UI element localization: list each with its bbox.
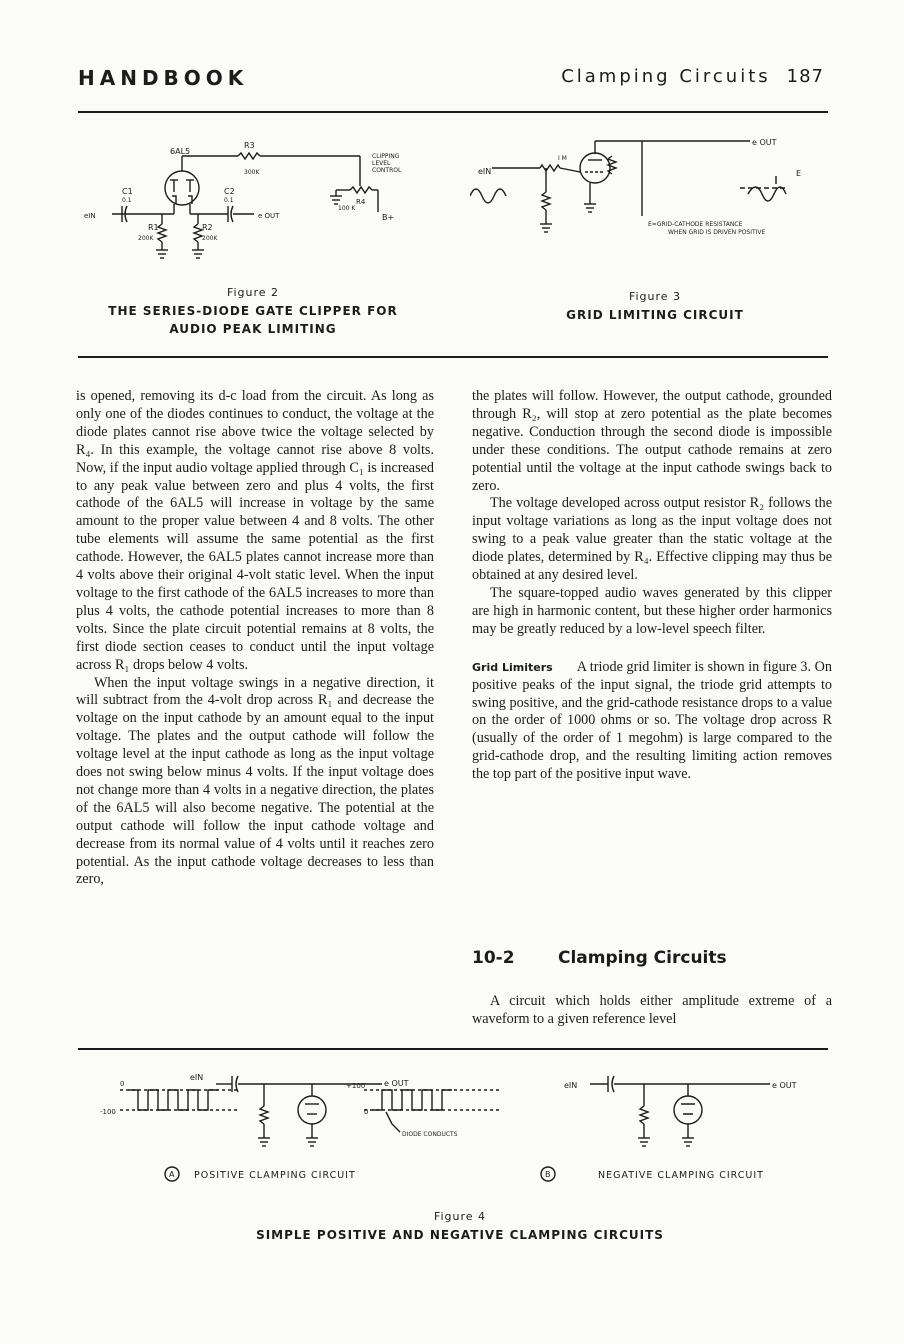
fig2-r3-value: 300K xyxy=(244,169,260,176)
grid-limiters-head: Grid Limiters xyxy=(472,660,553,674)
fig4-number: Figure 4 xyxy=(433,1210,487,1223)
fig2-c2-value: 0.1 xyxy=(224,197,234,204)
fig4b-letter: B xyxy=(545,1170,551,1179)
grid-limiters-text: A triode grid limiter is shown in figure 3. On positive peaks of the input signal, the triode grid attempts to swing positive, and the grid-cathode resistance drops to a value on the order of 1000 ohms or so. The voltage drop across R (usually of the order of 1 megohm) is large compared to the grid-cathode drop, and the resulting limiting action removes the top part of the positive input wave. xyxy=(472,658,832,783)
fig2-r3-label: R3 xyxy=(244,141,255,150)
figure-4-schematic xyxy=(100,1064,820,1188)
figure-3-caption xyxy=(530,288,780,324)
fig2-ein-label: eIN xyxy=(84,212,96,220)
right-para-5: A circuit which holds either amplitude extreme of a waveform to a given reference level xyxy=(472,993,832,1027)
right-column xyxy=(472,388,832,784)
fig4a-plus100-label: +100 xyxy=(346,1082,366,1090)
fig2-r2-label: R2 xyxy=(202,223,213,232)
fig2-clip-line2: LEVEL xyxy=(372,160,391,167)
fig4b-label: NEGATIVE CLAMPING CIRCUIT xyxy=(598,1170,764,1181)
fig2-r4-label: R4 xyxy=(356,198,366,206)
fig4a-zero2-label: 0 xyxy=(364,1108,369,1116)
section-title: Clamping Circuits xyxy=(561,66,771,87)
fig2-c1-value: 0.1 xyxy=(122,197,132,204)
fig4b-ein-label: eIN xyxy=(564,1081,578,1090)
fig2-c1-label: C1 xyxy=(122,187,133,196)
fig2-c2-label: C2 xyxy=(224,187,235,196)
right-para-2: The voltage developed across output resistor R₂ follows the input voltage variations as long as the input voltage does not swing to a peak value greater than the static voltage at the diode plates, determined by R₄. Effective clipping may thus be obtained at any desired level. xyxy=(472,495,832,584)
figures-rule xyxy=(78,356,828,358)
fig3-note-line2: WHEN GRID IS DRIVEN POSITIVE xyxy=(668,229,766,236)
fig2-number: Figure 2 xyxy=(226,286,280,299)
right-para-3: The square-topped audio waves generated by this clipper are high in harmonic content, but these higher order harmonics may be greatly reduced by a low-level speech filter. xyxy=(472,584,832,637)
fig3-eout-label: e OUT xyxy=(752,138,777,147)
fig2-tube-label: 6AL5 xyxy=(170,147,191,156)
fig4-title: SIMPLE POSITIVE AND NEGATIVE CLAMPING CIRCUITS xyxy=(256,1228,664,1242)
fig3-ein-label: eIN xyxy=(478,167,492,176)
fig4b-eout-label: e OUT xyxy=(772,1081,797,1090)
fig4a-ein-label: eIN xyxy=(190,1073,204,1082)
fig2-clip-line1: CLIPPING xyxy=(372,153,400,160)
fig3-e-label: E xyxy=(796,169,802,178)
section-title-clamping: Clamping Circuits xyxy=(558,948,727,968)
fig4a-eout-label: e OUT xyxy=(384,1079,409,1088)
fig4a-letter: A xyxy=(169,1170,175,1179)
fig3-note-line1: E=GRID-CATHODE RESISTANCE xyxy=(648,221,743,228)
fig3-title: GRID LIMITING CIRCUIT xyxy=(566,308,744,322)
page-number: 187 xyxy=(786,66,824,87)
fig2-bplus-label: B+ xyxy=(382,213,395,222)
fig4a-minus100-label: -100 xyxy=(100,1108,116,1116)
header-rule xyxy=(78,111,828,113)
section-number: 10-2 xyxy=(472,948,515,968)
fig3-im-label: I M xyxy=(558,155,567,162)
figure-2-caption xyxy=(78,284,428,338)
right-para-1: the plates will follow. However, the output cathode, grounded through R₂, will stop at zero potential as the plate becomes negative. Conduction through the second diode is impossible under these conditions. The output cathode remains at zero potential until the voltage at the input cathode swings back to zero. xyxy=(472,388,832,494)
fig2-r4-value: 100 K xyxy=(338,205,356,212)
fig2-title-line1: THE SERIES-DIODE GATE CLIPPER FOR xyxy=(108,304,398,318)
left-column xyxy=(76,388,434,889)
fig4a-diode-label: DIODE CONDUCTS xyxy=(402,1131,458,1138)
section-head xyxy=(561,66,824,87)
fig2-r1-value: 200K xyxy=(138,235,154,242)
fig4a-zero-label: 0 xyxy=(120,1080,125,1088)
fig2-r2-value: 200K xyxy=(202,235,218,242)
fig2-title-line2: AUDIO PEAK LIMITING xyxy=(169,322,337,336)
figure-2-schematic xyxy=(78,128,438,278)
fig2-eout-label: e OUT xyxy=(258,212,280,220)
running-head: HANDBOOK xyxy=(78,66,249,90)
fig2-r1-label: R1 xyxy=(148,223,159,232)
left-para-1: is opened, removing its d-c load from the circuit. As long as only one of the diodes continues to conduct, the voltage at the diode plates cannot rise above twice the voltage selected by R₄. In this example, the voltage cannot rise above 8 volts. Now, if the input audio voltage applied through C₁ is increased to any peak value between zero and plus 4 volts, the first cathode of the 6AL5 will increase in voltage by the same amount to the proper value between 4 and 8 volts. The other tube elements will assume the same potential as the first cathode. However, the 6AL5 plates cannot increase more than 4 volts above their original 4-volt static level. When the input voltage to the first cathode of the 6AL5 increases to more than plus 4 volts, the cathode potential increases to more than 8 volts. Since the plate circuit potential remains at 8 volts, the first diode section ceases to conduct until the input voltage across R₁ drops below 4 volts. xyxy=(76,388,434,673)
fig3-number: Figure 3 xyxy=(628,290,682,303)
fig2-clip-line3: CONTROL xyxy=(372,167,402,174)
right-para-4 xyxy=(472,659,832,784)
figure4-rule xyxy=(78,1048,828,1050)
fig4a-label: POSITIVE CLAMPING CIRCUIT xyxy=(194,1170,356,1181)
right-column-end xyxy=(472,993,832,1029)
figure-4-caption xyxy=(180,1208,740,1244)
figure-3-schematic xyxy=(470,128,840,258)
left-para-2: When the input voltage swings in a negative direction, it will subtract from the 4-volt drop across R₁ and decrease the voltage on the input cathode by an amount equal to the input voltage. The plates and the output cathode will follow the voltage level at the input cathode as long as the input voltage does not swing below minus 4 volts. If the input voltage does not change more than 4 volts in a negative direction, the plates of the 6AL5 will also become negative. The potential at the output cathode will follow the input cathode voltage and decrease from its normal value of 4 volts until it reaches zero potential. As the input cathode voltage decreases to less than zero, xyxy=(76,674,434,888)
